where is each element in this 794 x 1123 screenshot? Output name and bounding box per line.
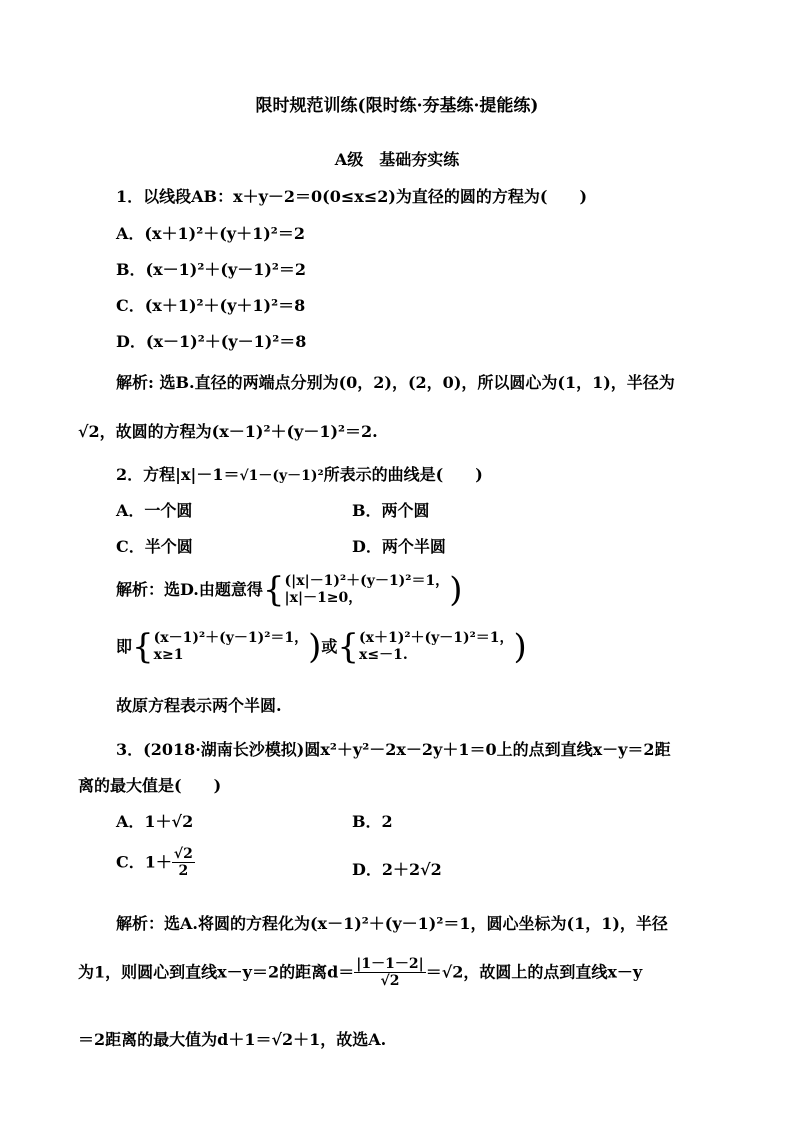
right-bracket: ) [308,627,322,667]
right-bracket: ) [513,627,527,667]
q3-option-a: A．1＋√2 [116,812,194,831]
q2-system-3-line2: x≤－1. [359,647,408,663]
q1-option-c: C．(x＋1)²＋(y＋1)²＝8 [116,296,306,315]
left-brace: { [132,627,154,667]
q1-stem: 1．以线段AB：x＋y－2＝0(0≤x≤2)为直径的圆的方程为( ) [116,187,588,206]
q2-system-3 [359,630,513,664]
q2-solution-line1 [116,570,463,610]
q1-option-d: D．(x－1)²＋(y－1)²＝8 [116,332,307,351]
q3-solution-line2-pre: 为1，则圆心到直线x－y＝2的距离d＝ [78,962,355,982]
q2-option-d: D．两个半圆 [352,537,446,556]
left-brace: { [262,570,285,610]
fraction-numerator: |1－1－2| [356,956,424,972]
right-bracket: ) [449,570,463,610]
q2-solution-line3: 故原方程表示两个半圆. [116,696,282,715]
q2-system-3-line1: (x＋1)²＋(y－1)²＝1， [359,630,514,646]
q2-system-2-line1: (x－1)²＋(y－1)²＝1， [153,630,309,646]
q2-system-2 [154,630,308,664]
q2-solution-line2 [116,627,527,667]
q3-option-d: D．2＋2√2 [352,860,442,879]
q1-solution-line1: 解析: 选B.直径的两端点分别为(0，2)，(2，0)，所以圆心为(1，1)，半径为 [116,373,675,392]
q3-solution-line2 [78,956,642,989]
q2-solution-pre: 解析：选D.由题意得 [116,580,263,599]
q1-option-a: A．(x＋1)²＋(y＋1)²＝2 [116,224,305,243]
fraction-denominator: 2 [178,863,189,879]
section-heading: A级 基础夯实练 [334,150,460,169]
q3-option-c [116,846,195,879]
q3-option-c-pre: C．1＋ [116,852,172,872]
q2-system-1-line1: (|x|－1)²＋(y－1)²＝1， [284,573,450,589]
q2-option-b: B．两个圆 [352,501,430,520]
fraction-numerator: √2 [173,846,193,862]
q3-option-b: B．2 [352,812,393,831]
q2-stem-radical: √1－(y－1)² [239,468,324,484]
q3-stem-line2: 离的最大值是( ) [78,776,222,795]
page-title: 限时规范训练(限时练·夯基练·提能练) [255,96,539,116]
q2-option-c: C．半个圆 [116,537,193,556]
fraction-denominator: √2 [380,973,400,989]
q3-solution-line3: ＝2距离的最大值为d＋1＝√2＋1，故选A. [78,1030,387,1049]
q2-solution-or: 或 [321,637,338,656]
q2-solution-ji: 即 [116,637,133,656]
q2-stem-pre: 2．方程|x|－1＝ [116,465,240,484]
left-brace: { [337,627,360,667]
q3-option-c-fraction [172,846,195,879]
q2-system-1 [285,573,450,607]
q1-option-b: B．(x－1)²＋(y－1)²＝2 [116,260,307,279]
distance-fraction [354,956,425,989]
q3-stem-line1: 3．(2018·湖南长沙模拟)圆x²＋y²－2x－2y＋1＝0上的点到直线x－y＝2距 [116,740,671,759]
q2-stem-post: 所表示的曲线是( ) [323,465,483,484]
q2-system-2-line2: x≥1 [153,647,184,663]
q2-stem [116,465,483,486]
q3-solution-line2-post: ＝√2，故圆上的点到直线x－y [425,962,643,982]
q1-solution-line2: √2，故圆的方程为(x－1)²＋(y－1)²＝2. [78,422,378,441]
q2-system-1-line2: |x|－1≥0， [284,590,363,606]
q3-solution-line1: 解析：选A.将圆的方程化为(x－1)²＋(y－1)²＝1，圆心坐标为(1，1)，半径 [116,914,668,933]
q2-option-a: A．一个圆 [116,501,193,520]
